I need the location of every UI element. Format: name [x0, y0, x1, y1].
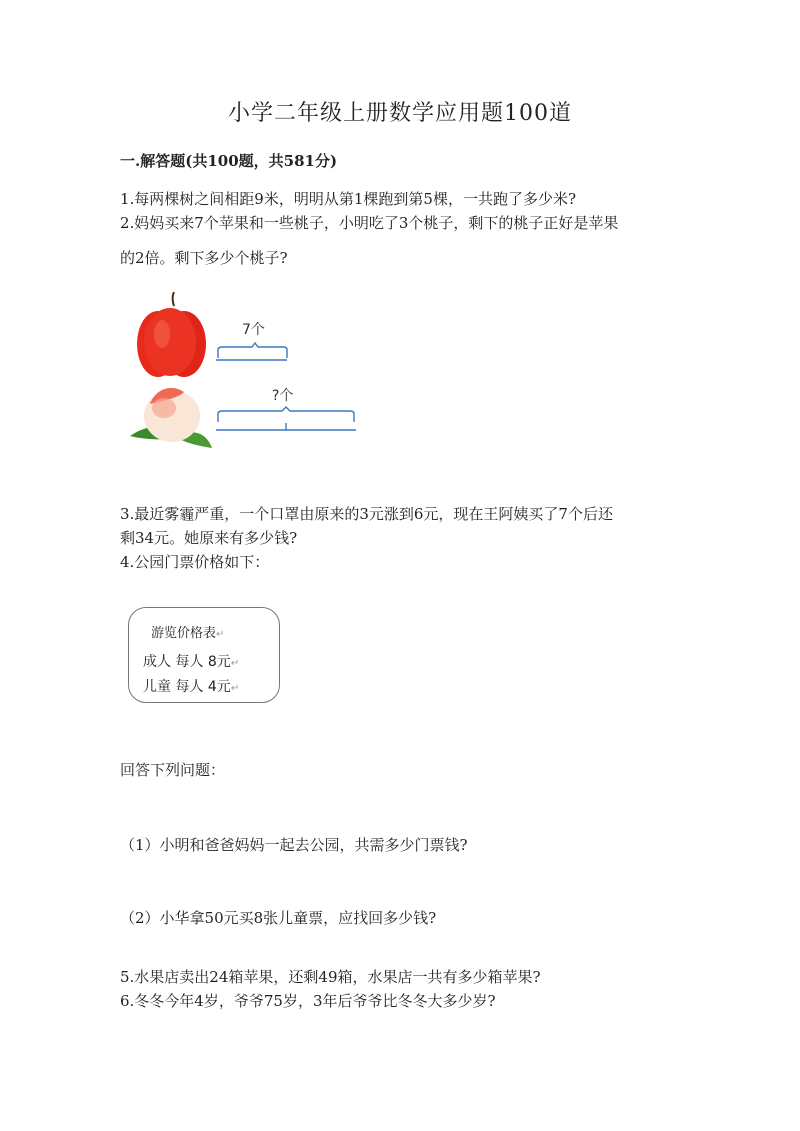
question-4-prompt: 回答下列问题： — [120, 761, 226, 779]
question-3-line-2: 剩34元。她原来有多少钱? — [120, 529, 298, 547]
question-3-line-1: 3.最近雾霾严重，一个口罩由原来的3元涨到6元，现在王阿姨买了7个后还 — [120, 505, 613, 523]
apple-peach-figure — [120, 292, 370, 462]
peach-brace — [216, 407, 356, 430]
peach-count-label: ?个 — [272, 388, 294, 404]
peach-icon — [130, 388, 212, 448]
section-heading: 一.解答题(共100题，共581分) — [120, 152, 338, 170]
question-2-line-1: 2.妈妈买来7个苹果和一些桃子，小明吃了3个桃子，剩下的桃子正好是苹果 — [120, 214, 619, 232]
question-4-part-1: （1）小明和爸爸妈妈一起去公园，共需多少门票钱? — [120, 836, 468, 854]
return-mark: ↵ — [216, 629, 225, 640]
return-mark: ↵ — [230, 658, 240, 669]
price-adult-text: 成人 每人 8元 — [143, 654, 231, 670]
return-mark: ↵ — [230, 683, 240, 694]
question-5: 5.水果店卖出24箱苹果，还剩49箱，水果店一共有多少箱苹果? — [120, 968, 541, 986]
apple-brace — [216, 343, 287, 360]
price-table-title — [151, 622, 224, 641]
question-4: 4.公园门票价格如下： — [120, 553, 270, 571]
price-row-child — [143, 676, 239, 696]
price-row-adult — [143, 651, 239, 671]
question-1: 1.每两棵树之间相距9米，明明从第1棵跑到第5棵，一共跑了多少米? — [120, 190, 576, 208]
apple-count-label: 7个 — [242, 322, 265, 338]
question-6: 6.冬冬今年4岁，爷爷75岁，3年后爷爷比冬冬大多少岁? — [120, 992, 496, 1010]
apple-icon — [137, 292, 206, 377]
page-title: 小学二年级上册数学应用题100道 — [228, 101, 572, 126]
price-child-text: 儿童 每人 4元 — [143, 679, 231, 695]
question-4-part-2: （2）小华拿50元买8张儿童票，应找回多少钱? — [120, 909, 437, 927]
price-table-title-text: 游览价格表 — [151, 626, 217, 641]
price-table — [128, 607, 280, 703]
question-2-line-2: 的2倍。剩下多少个桃子? — [120, 249, 288, 267]
